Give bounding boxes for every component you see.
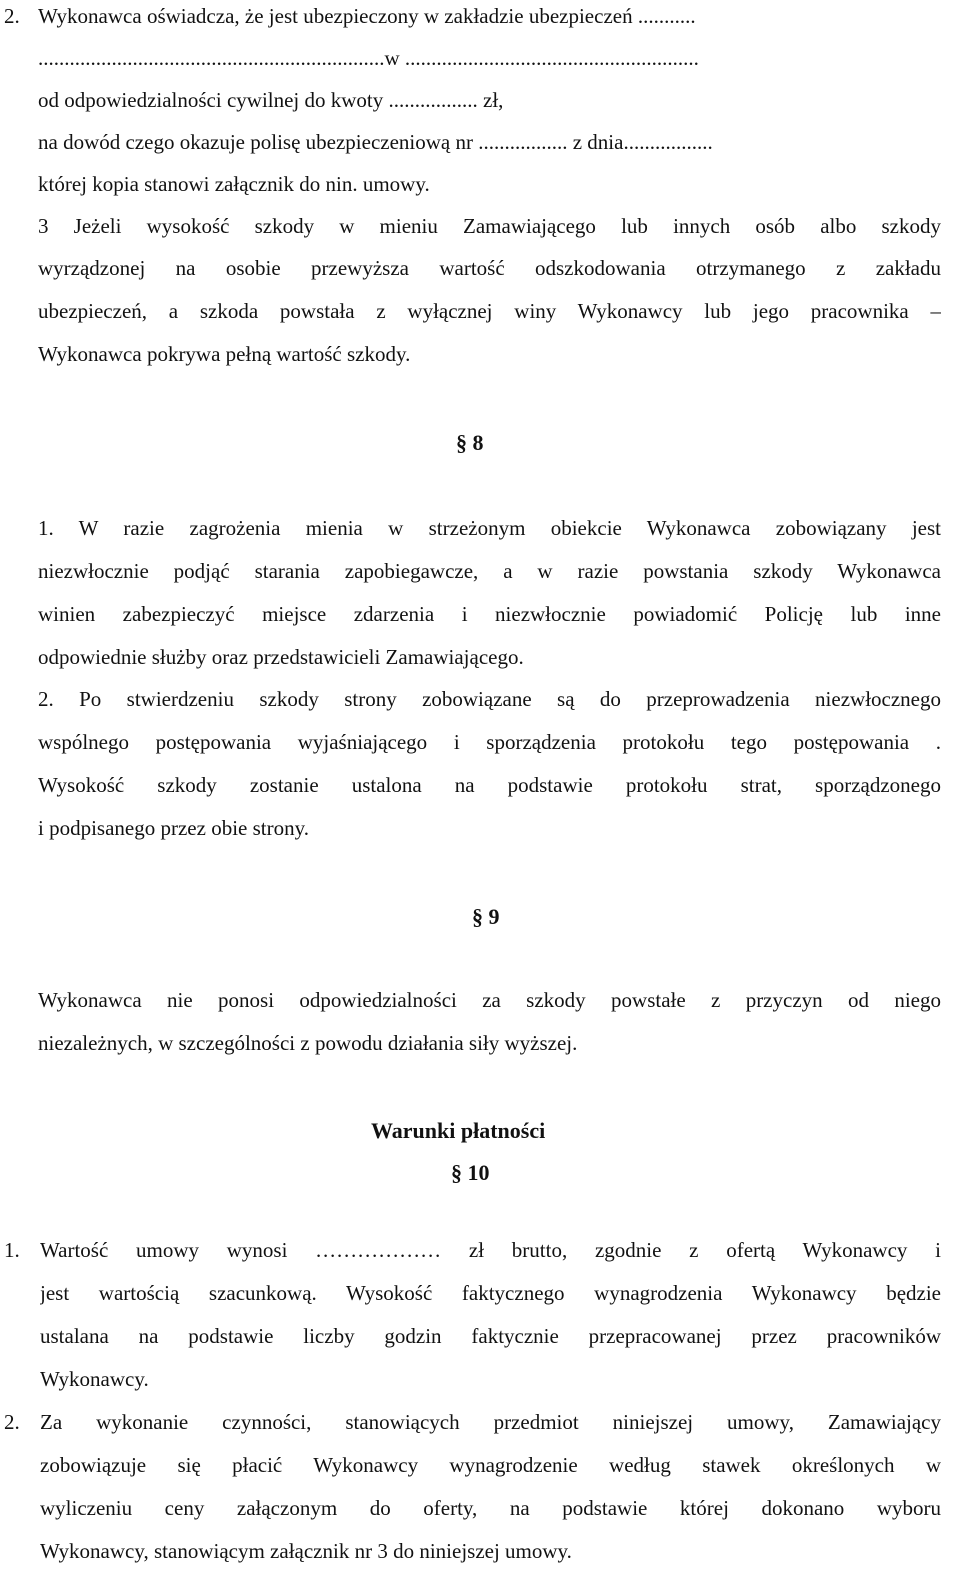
list-item-line: zobowiązuje się płacić Wykonawcy wynagrodzenie według stawek określonych w — [40, 1455, 941, 1477]
paragraph-line: 1. W razie zagrożenia mienia w strzeżonym obiekcie Wykonawca zobowiązany jest — [38, 518, 941, 540]
paragraph-line: 3 Jeżeli wysokość szkody w mieniu Zamawiającego lub innych osób albo szkody — [38, 216, 941, 238]
list-item-line: Wykonawcy, stanowiącym załącznik nr 3 do niniejszej umowy. — [40, 1539, 572, 1563]
paragraph-line: Wykonawca nie ponosi odpowiedzialności za szkody powstałe z przyczyn od niego — [38, 990, 941, 1012]
text-line: na dowód czego okazuje polisę ubezpieczeniową nr ................. z dnia................. — [38, 130, 713, 154]
paragraph-line: niezwłocznie podjąć starania zapobiegawcze, a w razie powstania szkody Wykonawca — [38, 561, 941, 583]
paragraph-line: niezależnych, w szczególności z powodu działania siły wyższej. — [38, 1031, 578, 1055]
list-number: 2. — [4, 1410, 20, 1434]
section-heading: § 10 — [451, 1160, 490, 1185]
paragraph-line: Wykonawca pokrywa pełną wartość szkody. — [38, 342, 411, 366]
section-heading: § 8 — [456, 430, 484, 455]
paragraph-line: i podpisanego przez obie strony. — [38, 816, 309, 840]
paragraph-line: winien zabezpieczyć miejsce zdarzenia i niezwłocznie powiadomić Policję lub inne — [38, 604, 941, 626]
section-heading: § 9 — [472, 904, 500, 929]
section-title: Warunki płatności — [371, 1118, 546, 1143]
paragraph-line: 2. Po stwierdzeniu szkody strony zobowiązane są do przeprowadzenia niezwłocznego — [38, 689, 941, 711]
list-item-line: Za wykonanie czynności, stanowiących przedmiot niniejszej umowy, Zamawiający — [40, 1412, 941, 1434]
paragraph-line: wspólnego postępowania wyjaśniającego i sporządzenia protokołu tego postępowania . — [38, 732, 941, 754]
list-item-line: Wartość umowy wynosi ……………… zł brutto, zgodnie z ofertą Wykonawcy i — [40, 1240, 941, 1262]
list-item-line: Wykonawcy. — [40, 1367, 149, 1391]
paragraph-line: wyrządzonej na osobie przewyższa wartość odszkodowania otrzymanego z zakładu — [38, 258, 941, 280]
list-number: 2. — [4, 4, 20, 28]
list-item-line: ustalana na podstawie liczby godzin faktycznie przepracowanej przez pracowników — [40, 1326, 941, 1348]
text-line: której kopia stanowi załącznik do nin. umowy. — [38, 172, 430, 196]
text-line: Wykonawca oświadcza, że jest ubezpieczony w zakładzie ubezpieczeń ........... — [38, 4, 696, 28]
paragraph-line: odpowiednie służby oraz przedstawicieli Zamawiającego. — [38, 645, 524, 669]
paragraph-line: Wysokość szkody zostanie ustalona na podstawie protokołu strat, sporządzonego — [38, 775, 941, 797]
text-line: od odpowiedzialności cywilnej do kwoty ................. zł, — [38, 88, 504, 112]
list-number: 1. — [4, 1238, 20, 1262]
list-item-line: wyliczeniu ceny załączonym do oferty, na podstawie której dokonano wyboru — [40, 1498, 941, 1520]
list-item-line: jest wartością szacunkową. Wysokość faktycznego wynagrodzenia Wykonawcy będzie — [40, 1283, 941, 1305]
text-line: ..................................................................w ........................................................ — [38, 46, 699, 70]
paragraph-line: ubezpieczeń, a szkoda powstała z wyłącznej winy Wykonawcy lub jego pracownika – — [38, 301, 941, 323]
